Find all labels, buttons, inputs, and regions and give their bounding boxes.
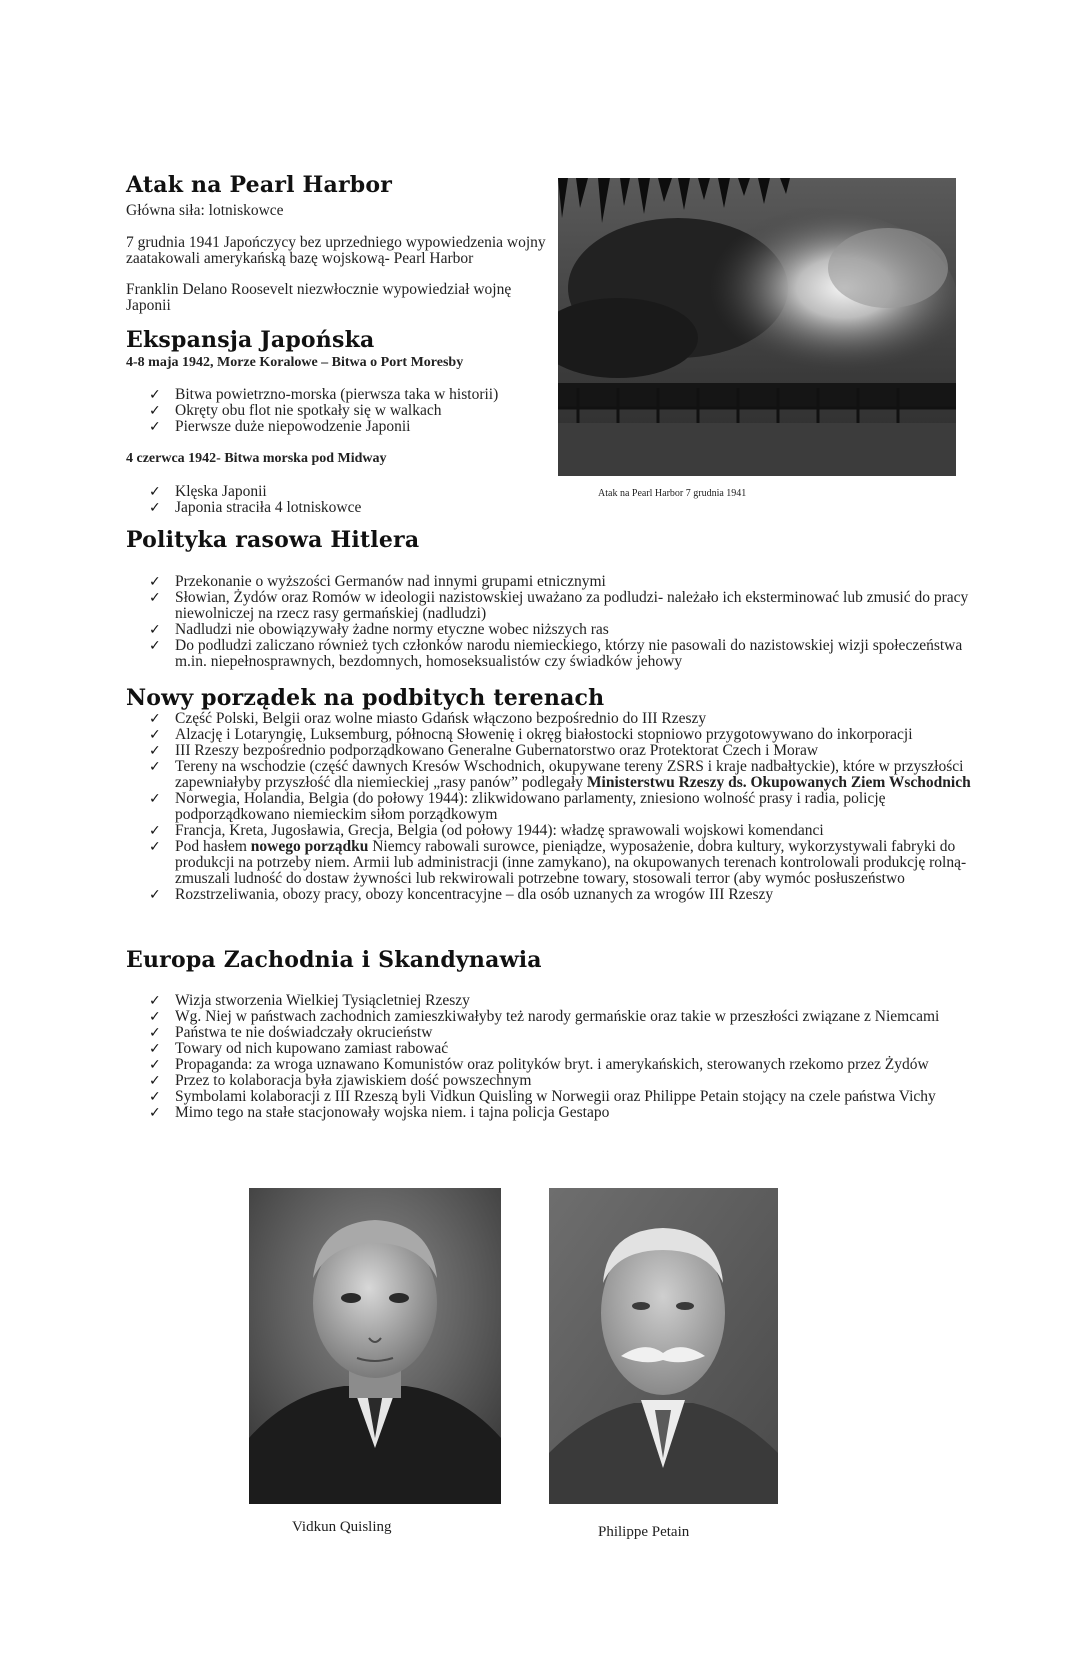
section-title-japanese-expansion: Ekspansja Japońska [126, 327, 375, 353]
list-item [149, 839, 979, 887]
list-item: ✓ Część Polski, Belgii oraz wolne miasto Gdańsk włączono bezpośrednio do III Rzeszy [149, 711, 979, 727]
list-item: ✓ Propaganda: za wroga uznawano Komunistów oraz polityków bryt. i amerykańskich, sterowanych rzekomo przez Żydów [149, 1057, 979, 1073]
new-order-term: nowego porządku [250, 838, 369, 855]
main-force-text: Główna siła: lotniskowce [126, 202, 284, 219]
pearl-harbor-photo [558, 178, 956, 476]
list-item-text: Pod hasłem [175, 838, 251, 855]
quisling-caption: Vidkun Quisling [292, 1519, 392, 1535]
list-item: ✓ Przekonanie o wyższości Germanów nad innymi grupami etnicznymi [149, 574, 979, 590]
list-item: ✓ Nadludzi nie obowiązywały żadne normy etyczne wobec niższych ras [149, 622, 979, 638]
western-europe-points [149, 993, 979, 1121]
list-item: ✓ Bitwa powietrzno-morska (pierwsza taka w historii) [149, 387, 549, 403]
list-item: ✓ Do podludzi zaliczano również tych członków narodu niemieckiego, którzy nie pasowali do nazistowskiej wizji społeczeństwa m.in. niepełnosprawnych, bezdomnych, homoseksualistów czy świadków jehowy [149, 638, 979, 670]
list-item: ✓ Norwegia, Holandia, Belgia (do połowy 1944): zlikwidowano parlamenty, zniesiono wolność prasy i radia, policję podporządkowano niemieckim siłom porządkowym [149, 791, 979, 823]
section-title-new-order: Nowy porządek na podbitych terenach [126, 685, 605, 711]
section-title-racial-policy: Polityka rasowa Hitlera [126, 527, 420, 553]
list-item: ✓ Słowian, Żydów oraz Romów w ideologii nazistowskiej uważano za podludzi- należało ich eksterminować lub zmusić do pracy niewolniczej na rzecz rasy germańskiej (nadludzi) [149, 590, 979, 622]
new-order-points [149, 711, 979, 903]
list-item [149, 759, 979, 791]
list-item: ✓ Państwa te nie doświadczały okrucieństw [149, 1025, 979, 1041]
pearl-photo-caption: Atak na Pearl Harbor 7 grudnia 1941 [598, 488, 747, 499]
ministry-name: Ministerstwu Rzeszy ds. Okupowanych Ziem Wschodnich [586, 774, 971, 791]
racial-policy-points [149, 574, 979, 670]
list-item: ✓ Symbolami kolaboracji z III Rzeszą byli Vidkun Quisling w Norwegii oraz Philippe Petain stojący na czele państwa Vichy [149, 1089, 979, 1105]
list-item: ✓ Wg. Niej w państwach zachodnich zamieszkiwałyby też narody germańskie oraz takie w przeszłości związane z Niemcami [149, 1009, 979, 1025]
petain-portrait [549, 1188, 778, 1504]
midway-points [149, 484, 549, 516]
list-item: ✓ Przez to kolaboracja była zjawiskiem dość powszechnym [149, 1073, 979, 1089]
coral-sea-points [149, 387, 549, 435]
list-item: ✓ III Rzeszy bezpośrednio podporządkowano Generalne Gubernatorstwo oraz Protektorat Czech i Moraw [149, 743, 979, 759]
list-item: ✓ Pierwsze duże niepowodzenie Japonii [149, 419, 549, 435]
list-item-text: Tereny na wschodzie (część dawnych Kresów Wschodnich, okupywane tereny ZSRS i kraje nadbałtyckie), które w przyszłości zapewniałyby przyszłość dla niemieckiej „rasy panów” podlegały [175, 758, 964, 791]
pearl-paragraph-2: Franklin Delano Roosevelt niezwłocznie wypowiedział wojnę Japonii [126, 281, 512, 314]
list-item: ✓ Klęska Japonii [149, 484, 549, 500]
list-item: ✓ Okręty obu flot nie spotkały się w walkach [149, 403, 549, 419]
battle-midway-heading: 4 czerwca 1942- Bitwa morska pod Midway [126, 451, 387, 466]
list-item: ✓ Towary od nich kupowano zamiast rabować [149, 1041, 979, 1057]
list-item: ✓ Alzację i Lotaryngię, Luksemburg, północną Słowenię i okręg białostocki stopniowo przygotowywano do inkorporacji [149, 727, 979, 743]
section-title-pearl-harbor: Atak na Pearl Harbor [126, 172, 393, 198]
battle-coral-sea-heading: 4-8 maja 1942, Morze Koralowe – Bitwa o Port Moresby [126, 355, 464, 370]
list-item-text: Niemcy rabowali surowce, pieniądze, wyposażenie, dobra kultury, wykorzystywali fabryki do produkcji na potrzeby niem. Armii lub administracji (inne zamykano), na okupowanych terenach kontrolowali produkcję rolną- zmuszali ludność do dostaw żywności lub rekwirowali potrzebne towary, stosowali terror (aby wymóc posłuszeństwo [175, 838, 967, 887]
list-item: ✓ Wizja stworzenia Wielkiej Tysiącletniej Rzeszy [149, 993, 979, 1009]
list-item: ✓ Mimo tego na stałe stacjonowały wojska niem. i tajna policja Gestapo [149, 1105, 979, 1121]
list-item: ✓ Francja, Kreta, Jugosławia, Grecja, Belgia (od połowy 1944): władzę sprawowali wojskowi komendanci [149, 823, 979, 839]
pearl-paragraph-1: 7 grudnia 1941 Japończycy bez uprzedniego wypowiedzenia wojny zaatakowali amerykańską bazę wojskową- Pearl Harbor [126, 234, 546, 267]
quisling-portrait [249, 1188, 501, 1504]
list-item: ✓ Japonia straciła 4 lotniskowce [149, 500, 549, 516]
list-item: ✓ Rozstrzeliwania, obozy pracy, obozy koncentracyjne – dla osób uznanych za wrogów III Rzeszy [149, 887, 979, 903]
section-title-western-europe: Europa Zachodnia i Skandynawia [126, 947, 542, 973]
petain-caption: Philippe Petain [598, 1524, 690, 1540]
